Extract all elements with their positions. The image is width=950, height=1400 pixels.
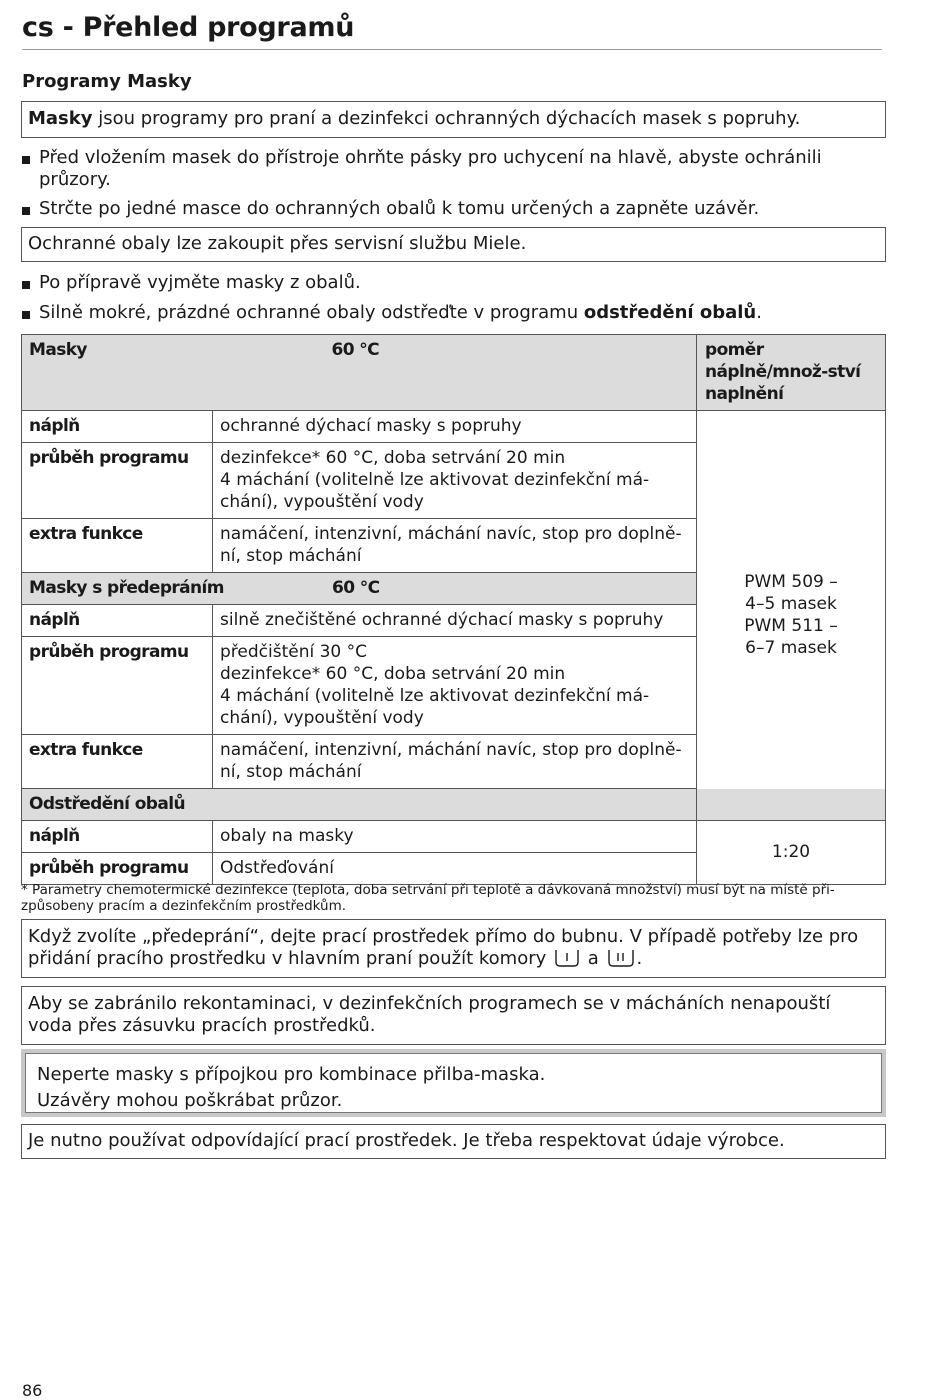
table-header-row: [22, 335, 886, 411]
page-number: 86: [22, 1381, 43, 1400]
note-box-1: Ochranné obaly lze zakoupit přes servisní službu Miele.: [21, 227, 886, 262]
bullet-square-icon: [22, 156, 30, 164]
row-label: průběh programu: [22, 637, 213, 735]
intro-box: [21, 101, 886, 138]
title-divider: [22, 49, 882, 50]
list-item: Strčte po jedné masce do ochranných obalů k tomu určených a zapněte uzávěr.: [22, 198, 882, 220]
row-label: extra funkce: [22, 735, 213, 789]
row-label: náplň: [22, 411, 213, 443]
bullet-list-1: [22, 147, 882, 220]
row-value: namáčení, intenzivní, máchání navíc, stop pro doplně-ní, stop máchání: [213, 735, 697, 789]
row-value: Odstřeďování: [213, 853, 697, 885]
section-title: Programy Masky: [22, 71, 192, 92]
row-value: ochranné dýchací masky s popruhy: [213, 411, 697, 443]
row-value: obaly na masky: [213, 821, 697, 853]
bullet-list-2: [22, 272, 882, 324]
bullet-square-icon: [22, 281, 30, 289]
row-label: náplň: [22, 821, 213, 853]
page-title: cs - Přehled programů: [22, 12, 355, 43]
row-label: průběh programu: [22, 443, 213, 519]
footnote: * Parametry chemotermické dezinfekce (teplota, doba setrvání při teplotě a dávkovaná množství) musí být na místě při-způsobeny pracím a dezinfekčním prostředkům.: [21, 882, 835, 914]
row-label: extra funkce: [22, 519, 213, 573]
row-value: silně znečištěné ochranné dýchací masky s popruhy: [213, 605, 697, 637]
note-box-5: Je nutno používat odpovídající prací prostředek. Je třeba respektovat údaje výrobce.: [21, 1124, 886, 1159]
table-row: [22, 411, 886, 443]
table-header-row: [22, 789, 886, 821]
warning-box: Neperte masky s přípojkou pro kombinace přilba-maska. Uzávěry mohou poškrábat průzor.: [21, 1049, 886, 1117]
program-header-predeprani: Masky s předepráním 60 °C: [22, 573, 697, 605]
bullet-square-icon: [22, 207, 30, 215]
note-box-2: Když zvolíte „předeprání“, dejte prací prostředek přímo do bubnu. V případě potřeby lze pro přidání pracího prostředku v hlavním praní použít komory a .: [21, 919, 886, 978]
intro-bold: Masky: [28, 108, 93, 129]
program-header-odstredeni: Odstředění obalů: [22, 789, 886, 821]
bullet-square-icon: [22, 311, 30, 319]
row-value: namáčení, intenzivní, máchání navíc, stop pro doplně-ní, stop máchání: [213, 519, 697, 573]
row-value: předčištění 30 °C dezinfekce* 60 °C, doba setrvání 20 min 4 máchání (volitelně lze aktivovat dezinfekční má-chání), vypouštění vody: [213, 637, 697, 735]
compartment-I-icon: [554, 949, 580, 967]
row-label: průběh programu: [22, 853, 213, 885]
program-table: [21, 334, 886, 885]
program-temp: 60 °C: [332, 578, 380, 598]
ratio-cell: 1:20: [697, 821, 886, 885]
intro-text: jsou programy pro praní a dezinfekci ochranných dýchacích masek s popruhy.: [92, 108, 801, 129]
capacity-cell: PWM 509 – 4–5 masek PWM 511 – 6–7 masek: [697, 411, 886, 821]
row-label: náplň: [22, 605, 213, 637]
row-value: dezinfekce* 60 °C, doba setrvání 20 min 4 máchání (volitelně lze aktivovat dezinfekční má-chání), vypouštění vody: [213, 443, 697, 519]
note-box-3: Aby se zabránilo rekontaminaci, v dezinfekčních programech se v mácháních nenapouští voda přes zásuvku pracích prostředků.: [21, 986, 886, 1045]
compartment-II-icon: [607, 949, 635, 967]
program-temp: 60 °C: [331, 340, 380, 360]
list-item: Po přípravě vyjměte masky z obalů.: [22, 272, 882, 294]
list-item: Silně mokré, prázdné ochranné obaly odstřeďte v programu odstředění obalů.: [22, 302, 882, 324]
list-item: Před vložením masek do přístroje ohrňte pásky pro uchycení na hlavě, abyste ochránili průzory.: [22, 147, 882, 191]
ratio-header: poměr náplně/množ-ství naplnění: [697, 335, 886, 411]
table-row: [22, 821, 886, 853]
program-header-masky: Masky 60 °C: [22, 335, 697, 411]
